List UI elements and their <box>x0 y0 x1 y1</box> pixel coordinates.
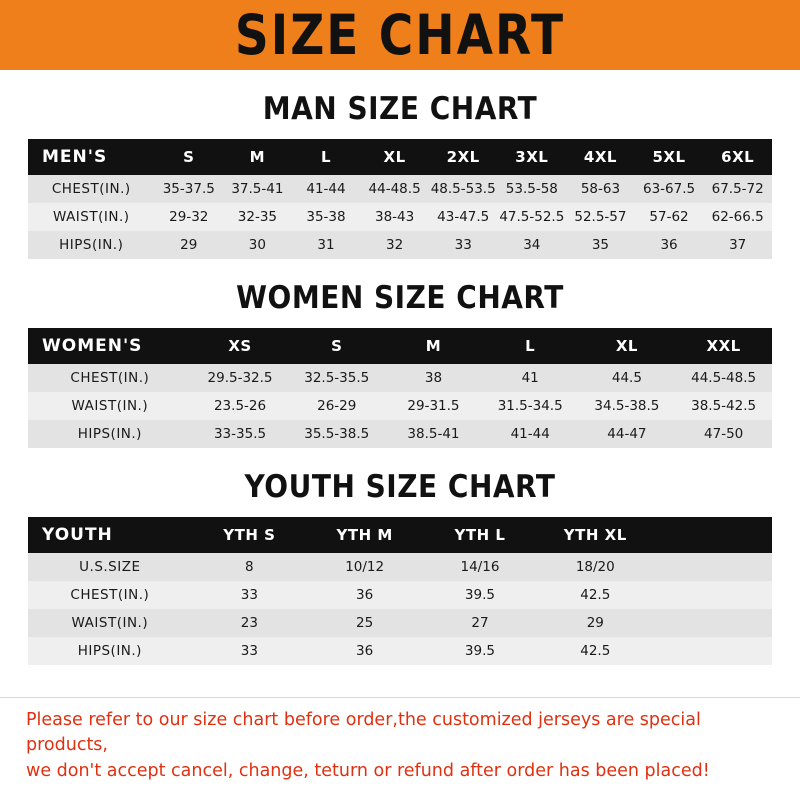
table-row <box>28 392 772 420</box>
section-title-man: MAN SIZE CHART <box>262 90 538 127</box>
table-cell: 35 <box>566 231 635 259</box>
table-header-cell: XS <box>192 328 289 364</box>
table-row <box>28 581 772 609</box>
table-header-cell: M <box>223 139 292 175</box>
table-cell: 32-35 <box>223 203 292 231</box>
table-header-cell: 2XL <box>429 139 498 175</box>
table-cell: 36 <box>307 637 422 665</box>
table-cell: 67.5-72 <box>703 175 772 203</box>
table-cell: 35.5-38.5 <box>288 420 385 448</box>
table-header-cell: S <box>154 139 223 175</box>
table-cell: 47.5-52.5 <box>498 203 567 231</box>
table-header-cell: YTH S <box>192 517 307 553</box>
row-label: CHEST(IN.) <box>28 581 192 609</box>
table-header-cell: YTH L <box>422 517 537 553</box>
table-cell-empty <box>653 553 772 581</box>
table-cell: 29 <box>154 231 223 259</box>
table-cell: 36 <box>307 581 422 609</box>
table-header-cell: 4XL <box>566 139 635 175</box>
table-cell: 41-44 <box>292 175 361 203</box>
table-cell: 33 <box>429 231 498 259</box>
section-man <box>0 92 800 259</box>
table-header-row <box>28 139 772 175</box>
table-cell: 18/20 <box>538 553 653 581</box>
table-header-cell: L <box>482 328 579 364</box>
table-row <box>28 637 772 665</box>
section-title-women: WOMEN SIZE CHART <box>236 279 564 316</box>
table-cell: 34.5-38.5 <box>579 392 676 420</box>
section-title-youth: YOUTH SIZE CHART <box>244 468 556 505</box>
footer-line-1: Please refer to our size chart before order,the customized jerseys are special products, <box>26 709 701 756</box>
table-cell: 32.5-35.5 <box>288 364 385 392</box>
row-label: U.S.SIZE <box>28 553 192 581</box>
table-cell: 41 <box>482 364 579 392</box>
table-cell: 38.5-41 <box>385 420 482 448</box>
table-header-cell: XL <box>360 139 429 175</box>
table-header-cell: 5XL <box>635 139 704 175</box>
table-row <box>28 364 772 392</box>
row-label: HIPS(IN.) <box>28 637 192 665</box>
table-cell: 10/12 <box>307 553 422 581</box>
table-cell: 62-66.5 <box>703 203 772 231</box>
table-cell: 39.5 <box>422 637 537 665</box>
table-women-size <box>28 328 772 448</box>
table-cell: 38-43 <box>360 203 429 231</box>
table-cell: 23 <box>192 609 307 637</box>
table-header-cell: S <box>288 328 385 364</box>
table-header-cell: 6XL <box>703 139 772 175</box>
table-cell: 8 <box>192 553 307 581</box>
table-cell: 42.5 <box>538 581 653 609</box>
table-cell: 42.5 <box>538 637 653 665</box>
table-cell: 38.5-42.5 <box>675 392 772 420</box>
table-cell: 29.5-32.5 <box>192 364 289 392</box>
table-header-cell: YTH XL <box>538 517 653 553</box>
table-cell: 35-37.5 <box>154 175 223 203</box>
table-cell: 39.5 <box>422 581 537 609</box>
table-cell: 31.5-34.5 <box>482 392 579 420</box>
table-cell: 14/16 <box>422 553 537 581</box>
row-label: WAIST(IN.) <box>28 392 192 420</box>
table-header-cell: M <box>385 328 482 364</box>
table-header-cell: XL <box>579 328 676 364</box>
table-cell: 27 <box>422 609 537 637</box>
table-cell: 29-31.5 <box>385 392 482 420</box>
table-row <box>28 203 772 231</box>
footer-note <box>0 697 800 800</box>
table-cell: 37 <box>703 231 772 259</box>
section-youth <box>0 470 800 665</box>
table-cell-empty <box>653 637 772 665</box>
row-label: WAIST(IN.) <box>28 609 192 637</box>
table-cell: 31 <box>292 231 361 259</box>
table-cell: 37.5-41 <box>223 175 292 203</box>
table-row <box>28 553 772 581</box>
table-cell: 44.5 <box>579 364 676 392</box>
table-cell: 30 <box>223 231 292 259</box>
table-header-cell: WOMEN'S <box>28 328 192 364</box>
table-cell: 35-38 <box>292 203 361 231</box>
table-header-row <box>28 517 772 553</box>
table-cell: 44.5-48.5 <box>675 364 772 392</box>
table-header-cell: YOUTH <box>28 517 192 553</box>
table-cell: 26-29 <box>288 392 385 420</box>
header-banner <box>0 0 800 70</box>
table-header-cell: YTH M <box>307 517 422 553</box>
table-header-cell: L <box>292 139 361 175</box>
table-cell: 34 <box>498 231 567 259</box>
table-cell-empty <box>653 581 772 609</box>
table-header-cell: MEN'S <box>28 139 154 175</box>
table-cell: 25 <box>307 609 422 637</box>
table-cell: 63-67.5 <box>635 175 704 203</box>
row-label: WAIST(IN.) <box>28 203 154 231</box>
section-women <box>0 281 800 448</box>
table-cell: 53.5-58 <box>498 175 567 203</box>
table-cell: 32 <box>360 231 429 259</box>
table-cell: 29-32 <box>154 203 223 231</box>
table-cell: 44-47 <box>579 420 676 448</box>
table-cell: 33 <box>192 637 307 665</box>
table-cell: 57-62 <box>635 203 704 231</box>
row-label: HIPS(IN.) <box>28 231 154 259</box>
table-cell: 58-63 <box>566 175 635 203</box>
table-row <box>28 420 772 448</box>
table-cell: 33-35.5 <box>192 420 289 448</box>
row-label: HIPS(IN.) <box>28 420 192 448</box>
table-header-row <box>28 328 772 364</box>
table-cell: 38 <box>385 364 482 392</box>
table-cell: 36 <box>635 231 704 259</box>
table-header-spacer <box>653 517 772 553</box>
row-label: CHEST(IN.) <box>28 364 192 392</box>
table-header-cell: XXL <box>675 328 772 364</box>
footer-line-2: we don't accept cancel, change, teturn or refund after order has been placed! <box>26 760 710 781</box>
table-header-cell: 3XL <box>498 139 567 175</box>
table-cell-empty <box>653 609 772 637</box>
table-cell: 33 <box>192 581 307 609</box>
table-cell: 41-44 <box>482 420 579 448</box>
page-title: SIZE CHART <box>234 2 566 68</box>
table-man-size <box>28 139 772 259</box>
row-label: CHEST(IN.) <box>28 175 154 203</box>
table-cell: 43-47.5 <box>429 203 498 231</box>
table-row <box>28 175 772 203</box>
table-cell: 48.5-53.5 <box>429 175 498 203</box>
table-youth-size <box>28 517 772 665</box>
table-cell: 52.5-57 <box>566 203 635 231</box>
table-cell: 23.5-26 <box>192 392 289 420</box>
table-cell: 44-48.5 <box>360 175 429 203</box>
table-row <box>28 609 772 637</box>
table-row <box>28 231 772 259</box>
table-cell: 47-50 <box>675 420 772 448</box>
table-cell: 29 <box>538 609 653 637</box>
